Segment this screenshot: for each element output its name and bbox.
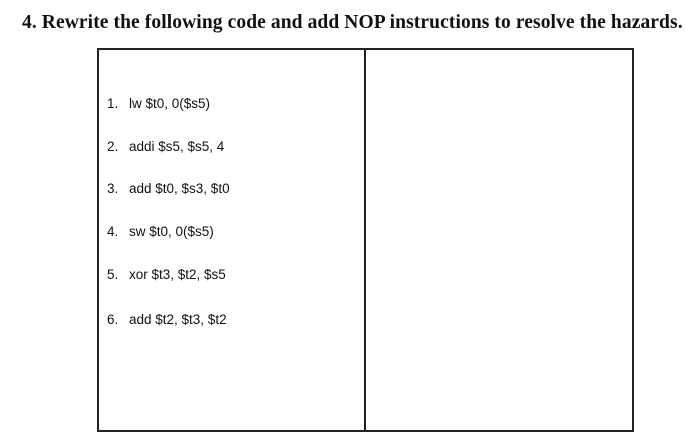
instruction: add $t2, $t3, $t2 [129,312,227,327]
instruction: xor $t3, $t2, $s5 [129,267,226,282]
line-number: 1. [107,96,119,111]
instruction: sw $t0, 0($s5) [129,224,214,239]
line-number: 4. [107,224,119,239]
answer-column [366,50,632,430]
code-column [99,50,366,430]
code-line [107,224,214,239]
question-heading: 4. Rewrite the following code and add NOP instructions to resolve the hazards. [22,12,683,33]
code-line [107,312,227,327]
code-line [107,181,230,196]
instruction: lw $t0, 0($s5) [129,96,211,111]
instruction: add $t0, $s3, $t0 [129,181,230,196]
code-line [107,267,226,282]
code-line [107,139,224,154]
answer-table [97,48,634,432]
code-line [107,96,210,111]
instruction: addi $s5, $s5, 4 [129,139,225,154]
line-number: 3. [107,181,119,196]
line-number: 2. [107,139,119,154]
line-number: 5. [107,267,119,282]
line-number: 6. [107,312,119,327]
